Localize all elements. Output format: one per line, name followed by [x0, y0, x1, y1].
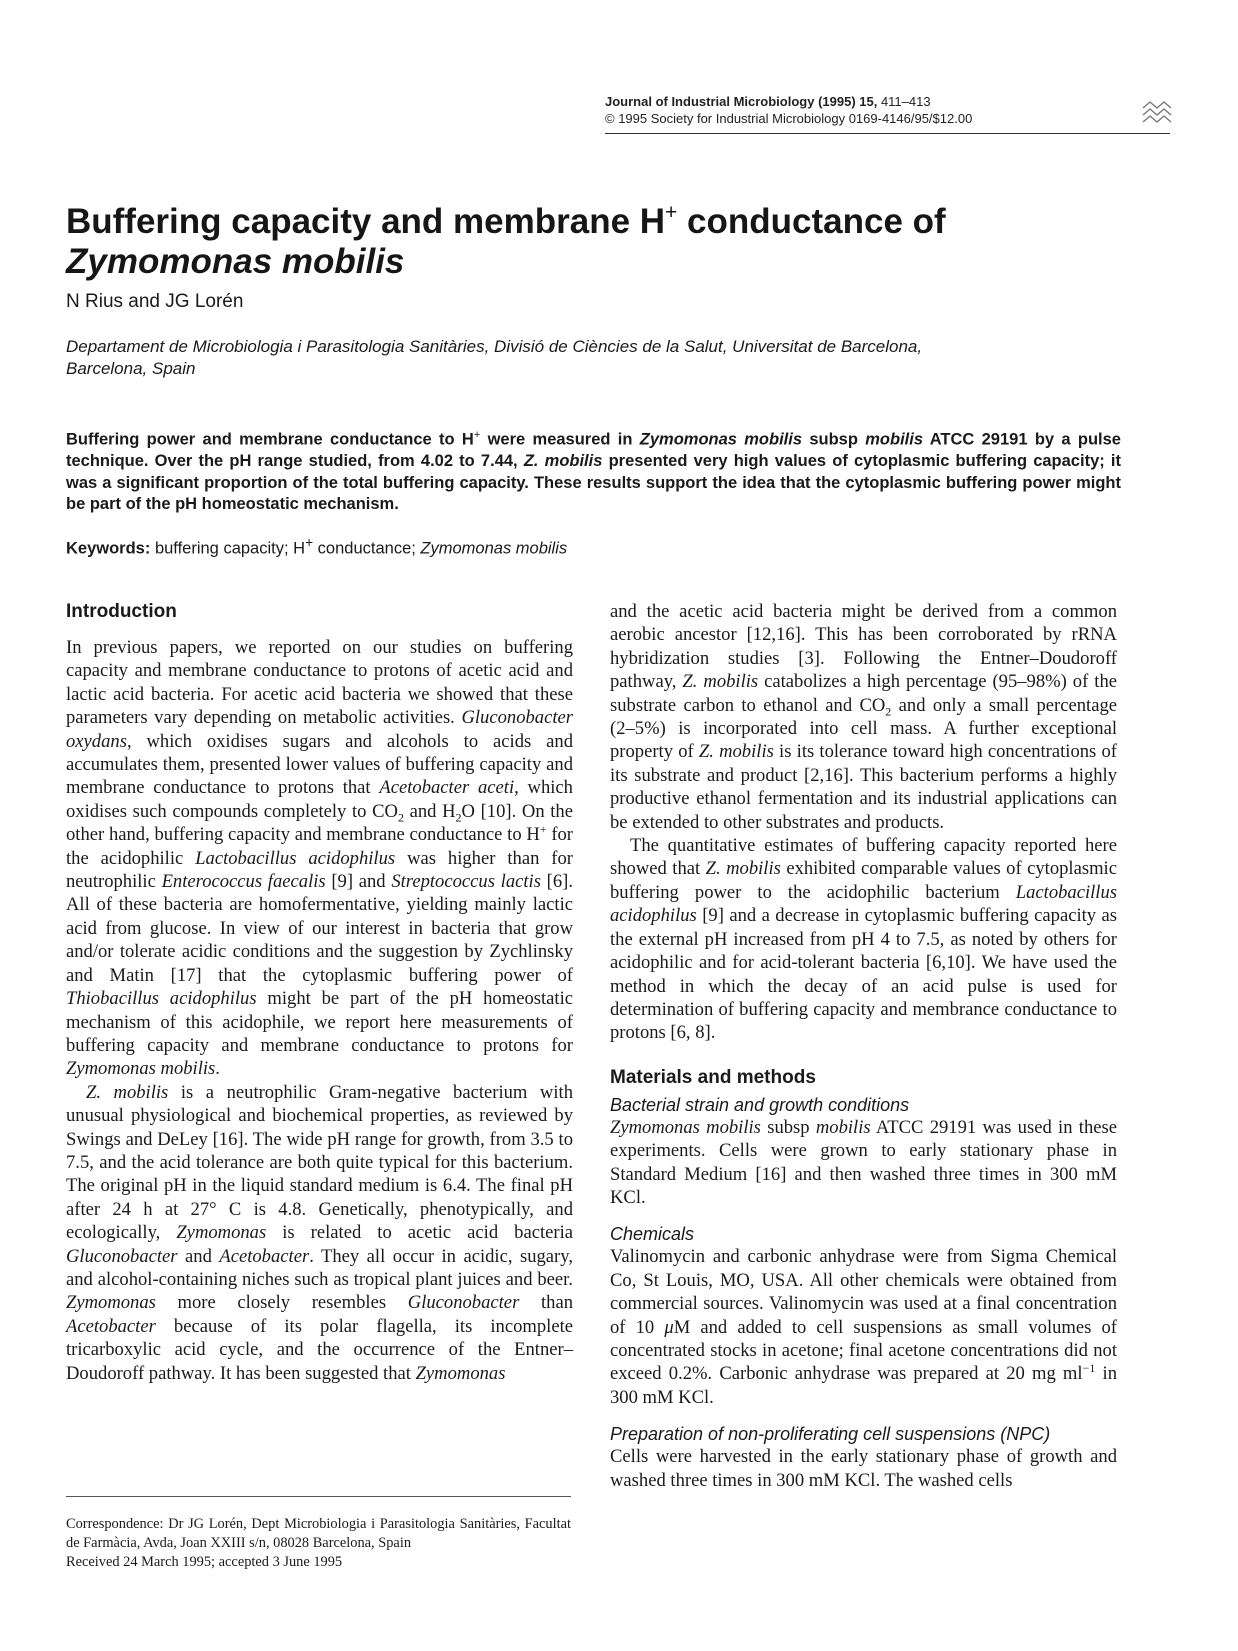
keyword-text: conductance;	[313, 539, 421, 558]
footnote	[66, 1515, 571, 1572]
species: Z. mobilis	[86, 1081, 169, 1103]
species: Acetobacter	[66, 1315, 156, 1337]
chemicals-paragraph	[610, 1245, 1117, 1409]
intro-paragraph-2	[66, 1081, 573, 1385]
keyword-sup: +	[305, 535, 314, 550]
intro-paragraph-4	[610, 834, 1117, 1045]
species: Lactobacillus acidophilus	[610, 881, 1117, 927]
intro-paragraph-3	[610, 600, 1117, 834]
abstract-text: were measured in	[480, 430, 640, 449]
species: Zymomonas	[176, 1222, 267, 1244]
text: ATCC 29191 was used in these experiments. Cells were grown to early stationary phase in Standard Medium [16] and then washed three times in 300 mM KCl.	[610, 1116, 1117, 1208]
affiliation	[66, 336, 1116, 380]
text: than	[519, 1292, 573, 1314]
text: was higher than for neutrophilic	[66, 847, 573, 893]
text: is its tolerance toward high concentrations of its substrate and product [2,16]. This bacterium performs a highly productive ethanol fermentation and its industrial applications can be extended to other substrates and products.	[610, 741, 1117, 833]
intro-paragraph-1	[66, 636, 573, 1081]
species: Lactobacillus acidophilus	[195, 847, 396, 869]
abstract-sup: +	[473, 429, 481, 441]
text: exhibited comparable values of cytoplasmic buffering power to the acidophilic bacterium	[610, 858, 1117, 903]
superscript: +	[539, 822, 547, 837]
text: because of its polar flagella, its incomplete tricarboxylic acid cycle, and the occurrence of the Entner–Doudoroff pathway. It has been suggested that	[66, 1315, 573, 1384]
keyword-text: buffering capacity; H	[150, 539, 306, 558]
abstract-organism: Z. mobilis	[523, 452, 603, 470]
keywords	[66, 532, 1116, 560]
species: Thiobacillus acidophilus	[66, 988, 257, 1010]
species: Z. mobilis	[682, 671, 759, 693]
title-text-2: conductance of	[677, 202, 946, 241]
text: and H	[403, 800, 456, 822]
text: Valinomycin and carbonic anhydrase were from Sigma Chemical Co, St Louis, MO, USA. All other chemicals were obtained from commercial sources. Valinomycin was used at a final concentration of 10	[610, 1246, 1117, 1338]
species: Streptococcus lactis	[391, 871, 541, 893]
subscript: 2	[455, 810, 462, 825]
species: Acetobacter aceti	[379, 777, 515, 799]
species: Z. mobilis	[705, 858, 781, 880]
abstract	[66, 425, 1121, 516]
text: [6]. All of these bacteria are homofermentative, yielding mainly lactic acid from glucose. In view of our interest in bacteria that grow and/or tolerate acidic conditions and the suggestion by Zychlinsky and Matin [17] that the cytoplasmic buffering power of	[66, 871, 573, 986]
text: is related to acetic acid bacteria	[266, 1222, 573, 1244]
species: Zymomonas	[66, 1292, 156, 1314]
strain-paragraph	[610, 1116, 1117, 1210]
abstract-text: ATCC 29191 by a pulse technique. Over the pH range studied, from 4.02 to 7.44,	[66, 430, 1121, 470]
keyword-organism: Zymomonas mobilis	[420, 539, 568, 558]
abstract-text: subsp	[802, 430, 866, 449]
correspondence: Correspondence: Dr JG Lorén, Dept Microbiologia i Parasitologia Sanitàries, Facultat de Farmàcia, Avda, Joan XXIII s/n, 08028 Barcelona, Spain	[66, 1516, 571, 1551]
species: Zymomonas mobilis	[66, 1058, 216, 1080]
chemicals-subheading: Chemicals	[610, 1224, 695, 1245]
species: mobilis	[815, 1116, 871, 1138]
introduction-heading: Introduction	[66, 601, 177, 622]
species: Zymomonas	[415, 1362, 506, 1384]
text: , which oxidises sugars and alcohols to acids and accumulates them, presented lower values of buffering capacity and membrane conductance to protons that	[66, 730, 573, 799]
micro-symbol: μ	[664, 1316, 674, 1338]
header-rule	[605, 133, 1170, 134]
species: Enterococcus faecalis	[161, 871, 326, 893]
abstract-text: presented very high values of cytoplasmic buffering capacity; it was a significant proportion of the total buffering capacity. These results support the idea that the cytoplasmic buffering power might be part of the pH homeostatic mechanism.	[66, 452, 1121, 513]
publisher-logo-icon	[1140, 98, 1174, 126]
right-column	[610, 600, 1117, 1492]
text: .	[215, 1058, 220, 1080]
text: might be part of the pH homeostatic mechanism of this acidophile, we report here measurements of buffering capacity and membrane conductance to protons for	[66, 988, 573, 1056]
text: [9] and a decrease in cytoplasmic buffering capacity as the external pH increased from pH 4 to 7.5, as noted by others for acidophilic and for acid-tolerant bacteria [6,10]. We have used the method in which the decay of an acid pulse is used for determination of buffering capacity and membrance conductance to protons [6, 8].	[610, 905, 1117, 1044]
text: [9] and	[325, 871, 392, 893]
methods-heading: Materials and methods	[610, 1066, 816, 1088]
species: Z. mobilis	[698, 741, 774, 763]
text: is a neutrophilic Gram-negative bacterium with unusual physiological and biochemical properties, as reviewed by Swings and DeLey [16]. The wide pH range for growth, from 3.5 to 7.5, and the acid tolerance are both quite typical for this bacterium. The original pH in the liquid standard medium is 6.4. The final pH after 24 h at 27° C is 4.8. Genetically, phenotypically, and ecologically,	[66, 1081, 573, 1244]
npc-subheading: Preparation of non-proliferating cell suspensions (NPC)	[610, 1424, 1051, 1445]
species: Acetobacter	[219, 1245, 310, 1267]
species: Zymomonas mobilis	[610, 1116, 761, 1138]
text: M and added to cell suspensions as small volumes of concentrated stocks in acetone; final acetone concentrations did not exceed 0.2%. Carbonic anhydrase was prepared at 20 mg ml	[610, 1316, 1117, 1385]
left-column	[66, 600, 573, 1385]
abstract-text: Buffering power and membrane conductance to H	[66, 430, 474, 449]
text: subsp	[760, 1116, 816, 1138]
strain-subheading: Bacterial strain and growth conditions	[610, 1094, 910, 1115]
abstract-organism: mobilis	[865, 430, 924, 449]
journal-copyright: © 1995 Society for Industrial Microbiology 0169-4146/95/$12.00	[605, 111, 973, 126]
keywords-label: Keywords:	[66, 539, 151, 558]
authors: N Rius and JG Lorén	[66, 291, 244, 312]
text: and the acetic acid bacteria might be derived from a common aerobic ancestor [12,16]. This has been corroborated by rRNA hybridization studies [3]. Following the Entner–Doudoroff pathway,	[610, 601, 1117, 693]
species: Gluconobacter	[407, 1292, 520, 1314]
footnote-rule	[66, 1496, 571, 1497]
affiliation-line-2: Barcelona, Spain	[66, 359, 196, 378]
received-date: Received 24 March 1995; accepted 3 June 1995	[66, 1554, 343, 1570]
journal-citation	[605, 93, 1165, 110]
text: catabolizes a high percentage (95–98%) of the substrate carbon to ethanol and CO	[610, 671, 1117, 716]
text: O [10]. On the other hand, buffering capacity and membrane conductance to H	[66, 800, 573, 846]
species: Gluconobacter oxydans	[66, 707, 573, 752]
text: and only a small percentage (2–5%) is incorporated into cell mass. A further exceptional property of	[610, 694, 1117, 763]
npc-paragraph: Cells were harvested in the early stationary phase of growth and washed three times in 300 mM KCl. The washed cells	[610, 1446, 1117, 1491]
text: , which oxidises such compounds completely to CO	[66, 777, 573, 822]
subscript: 2	[397, 810, 404, 825]
journal-pages: 411–413	[877, 94, 931, 109]
text: The quantitative estimates of buffering capacity reported here showed that	[610, 835, 1117, 880]
text: In previous papers, we reported on our studies on buffering capacity and membrane conductance to protons of acetic acid and lactic acid bacteria. For acetic acid bacteria we showed that these parameters vary depending on metabolic activities.	[66, 637, 573, 729]
text: and	[177, 1245, 220, 1267]
journal-header	[605, 93, 1165, 127]
article-title	[66, 193, 1116, 282]
title-organism: Zymomonas mobilis	[66, 242, 405, 281]
superscript: −1	[1082, 1361, 1096, 1376]
journal-name: Journal of Industrial Microbiology (1995) 15,	[605, 94, 878, 109]
text: for the acidophilic	[66, 824, 573, 869]
title-superscript: +	[665, 201, 678, 224]
species: Gluconobacter	[66, 1245, 178, 1267]
text: in 300 mM KCl.	[610, 1363, 1117, 1408]
subscript: 2	[885, 704, 892, 719]
title-text-1: Buffering capacity and membrane H	[66, 202, 666, 241]
abstract-organism: Zymomonas mobilis	[639, 430, 803, 449]
text: . They all occur in acidic, sugary, and alcohol-containing niches such as tropical plant juices and beer.	[66, 1245, 573, 1290]
affiliation-line-1: Departament de Microbiologia i Parasitologia Sanitàries, Divisió de Ciències de la Salut, Universitat de Barcelona,	[66, 337, 923, 356]
text: more closely resembles	[155, 1292, 408, 1314]
